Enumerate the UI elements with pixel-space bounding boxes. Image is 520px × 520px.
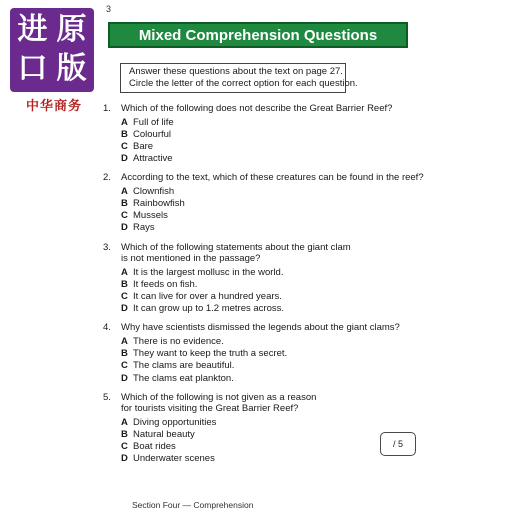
question-text (121, 392, 316, 415)
option-letter[interactable]: B (121, 198, 128, 210)
stamp-char: 口 (17, 51, 48, 86)
option-letter[interactable]: D (121, 453, 128, 465)
answer-option[interactable] (121, 429, 403, 441)
option-text: Full of life (133, 116, 174, 128)
question-number: 1. (103, 103, 111, 114)
question-header (103, 103, 403, 115)
answer-option[interactable] (121, 210, 403, 222)
option-text: Boat rides (133, 441, 176, 453)
question-header (103, 242, 403, 265)
answer-options (121, 336, 403, 385)
stamp-char: 原 (56, 12, 87, 47)
option-letter[interactable]: A (121, 266, 128, 278)
question-text-line: Which of the following is not given as a reason (121, 391, 317, 403)
instructions-line: Answer these questions about the text on page 27. (129, 66, 343, 77)
answer-options (121, 117, 403, 166)
answer-option[interactable] (121, 222, 403, 234)
question-text (121, 103, 392, 115)
score-box (380, 432, 416, 456)
question-header (103, 172, 424, 184)
question-item (103, 103, 403, 165)
question-text (121, 242, 351, 265)
option-letter[interactable]: A (121, 335, 128, 347)
option-text: Natural beauty (133, 428, 195, 440)
answer-option[interactable] (121, 117, 403, 129)
answer-option[interactable] (121, 336, 403, 348)
question-header (103, 322, 403, 334)
answer-options (121, 186, 403, 235)
stamp-char: 进 (17, 12, 48, 47)
answer-options (121, 267, 403, 316)
option-text: It is the largest mollusc in the world. (133, 266, 284, 278)
question-item (103, 322, 403, 384)
option-text: The clams are beautiful. (133, 360, 235, 372)
option-letter[interactable]: C (121, 291, 128, 303)
option-letter[interactable]: D (121, 372, 128, 384)
question-number: 3. (103, 241, 111, 253)
question-item (103, 242, 403, 316)
answer-option[interactable] (121, 141, 403, 153)
option-letter[interactable]: B (121, 128, 128, 140)
question-text-line: is not mentioned in the passage? (121, 253, 261, 265)
answer-option[interactable] (121, 198, 403, 210)
option-text: Diving opportunities (133, 416, 217, 428)
question-text-line: According to the text, which of these creatures can be found in the reef? (121, 172, 424, 184)
option-letter[interactable]: B (121, 348, 128, 360)
question-text (121, 322, 400, 334)
option-text: Bare (133, 140, 154, 152)
question-number: 5. (103, 391, 111, 403)
option-text: Mussels (133, 210, 168, 222)
publisher-name: 中华商务 (25, 99, 82, 114)
answer-option[interactable] (121, 303, 403, 315)
question-number: 4. (103, 322, 111, 334)
question-number: 2. (103, 172, 111, 184)
answer-option[interactable] (121, 279, 403, 291)
option-text: It can grow up to 1.2 metres across. (133, 303, 285, 315)
option-text: Attractive (133, 153, 173, 165)
option-text: It can live for over a hundred years. (133, 291, 282, 303)
question-item (103, 392, 403, 466)
score-label: / 5 (392, 439, 403, 449)
answer-option[interactable] (121, 348, 403, 360)
page-corner-number: 3 (106, 4, 112, 14)
option-text: Rainbowfish (133, 198, 185, 210)
answer-option[interactable] (121, 267, 403, 279)
question-text-line: for tourists visiting the Great Barrier Reef? (121, 403, 299, 415)
option-letter[interactable]: C (121, 441, 128, 453)
option-text: Clownfish (133, 185, 175, 197)
option-letter[interactable]: C (121, 360, 128, 372)
question-text-line: Why have scientists dismissed the legends about the giant clams? (121, 322, 400, 334)
answer-option[interactable] (121, 417, 403, 429)
section-footer: Section Four — Comprehension (132, 500, 254, 510)
answer-option[interactable] (121, 453, 403, 465)
question-text (121, 172, 424, 184)
option-letter[interactable]: C (121, 140, 128, 152)
instructions-box (120, 63, 358, 93)
option-text: Underwater scenes (133, 453, 215, 465)
question-text-line: Which of the following statements about the giant clam (121, 241, 351, 253)
option-text: Rays (133, 222, 155, 234)
answer-option[interactable] (121, 186, 403, 198)
option-letter[interactable]: D (121, 153, 128, 165)
answer-option[interactable] (121, 129, 403, 141)
option-letter[interactable]: B (121, 428, 128, 440)
publisher-stamp-logo (10, 8, 94, 92)
question-item (103, 172, 424, 234)
question-header (103, 392, 403, 415)
answer-option[interactable] (121, 441, 403, 453)
option-letter[interactable]: C (121, 210, 128, 222)
instructions-line: Circle the letter of the correct option for each question. (129, 78, 358, 89)
option-letter[interactable]: A (121, 185, 128, 197)
answer-option[interactable] (121, 153, 403, 165)
page-title: Mixed Comprehension Questions (138, 26, 378, 44)
option-text: Colourful (133, 128, 172, 140)
option-text: The clams eat plankton. (133, 372, 234, 384)
question-list (103, 103, 424, 473)
stamp-char: 版 (56, 51, 87, 86)
option-text: There is no evidence. (133, 335, 224, 347)
answer-option[interactable] (121, 373, 403, 385)
option-letter[interactable]: A (121, 416, 128, 428)
question-text-line: Which of the following does not describe the Great Barrier Reef? (121, 103, 393, 114)
option-letter[interactable]: D (121, 222, 128, 234)
answer-options (121, 417, 403, 466)
page-title-bar (108, 22, 408, 48)
option-text: It feeds on fish. (133, 278, 198, 290)
option-text: They want to keep the truth a secret. (133, 348, 288, 360)
option-letter[interactable]: B (121, 278, 128, 290)
answer-option[interactable] (121, 360, 403, 372)
answer-option[interactable] (121, 291, 403, 303)
option-letter[interactable]: A (121, 116, 128, 128)
option-letter[interactable]: D (121, 303, 128, 315)
